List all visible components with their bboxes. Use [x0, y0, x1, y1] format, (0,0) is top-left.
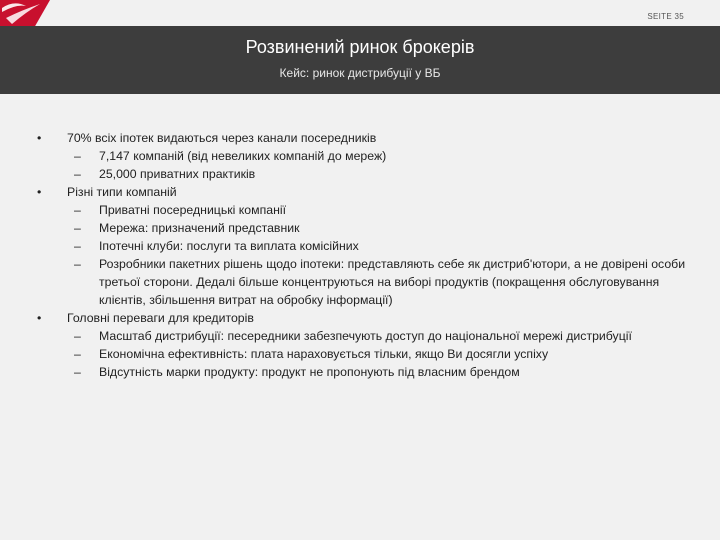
dash-icon: – [74, 167, 81, 181]
bullet-icon: • [37, 185, 42, 199]
dash-icon: – [74, 365, 81, 379]
list-item: • 70% всіх іпотек видаються через канали посередників [37, 131, 377, 145]
list-subitem: – Приватні посередницькі компанії [74, 203, 287, 217]
brand-logo [0, 0, 50, 28]
list-subitem: – Розробники пакетних рішень щодо іпотеки: представляють себе як дистриб'ютори, а не довірені особи третьої сторони. Дедалі більше концентруються на виборі продуктів (покращення обслуговування клієнтів, збільшення витрат на обробку інформації) [74, 257, 686, 307]
dash-icon: – [74, 257, 81, 271]
list-subitem: – Мережа: призначений представник [74, 221, 300, 235]
page-subtitle: Кейс: ринок дистрибуції у ВБ [279, 66, 441, 80]
list-subitem: – Економічна ефективність: плата нараховується тільки, якщо Ви досягли успіху [74, 347, 549, 361]
bullet-icon: • [37, 311, 42, 325]
list-subitem: – Масштаб дистрибуції: песередники забезпечують доступ до національної мережі дистрибуції [74, 329, 632, 343]
dash-icon: – [74, 329, 81, 343]
page-title: Розвинений ринок брокерів [245, 37, 475, 57]
dash-icon: – [74, 149, 81, 163]
dash-icon: – [74, 239, 81, 253]
dash-icon: – [74, 221, 81, 235]
bullet-list [30, 129, 690, 381]
list-subitem: – 25,000 приватних практиків [74, 167, 256, 181]
list-subitem: – 7,147 компаній (від невеликих компаній до мереж) [74, 149, 387, 163]
page-number: SEITE 35 [647, 12, 684, 21]
list-subitem: – Іпотечні клуби: послуги та виплата комісійних [74, 239, 359, 253]
dash-icon: – [74, 203, 81, 217]
bullet-icon: • [37, 131, 42, 145]
list-subitem: – Відсутність марки продукту: продукт не пропонують під власним брендом [74, 365, 520, 379]
dash-icon: – [74, 347, 81, 361]
list-item: • Головні переваги для кредиторів [37, 311, 254, 325]
list-item: • Різні типи компаній [37, 185, 177, 199]
